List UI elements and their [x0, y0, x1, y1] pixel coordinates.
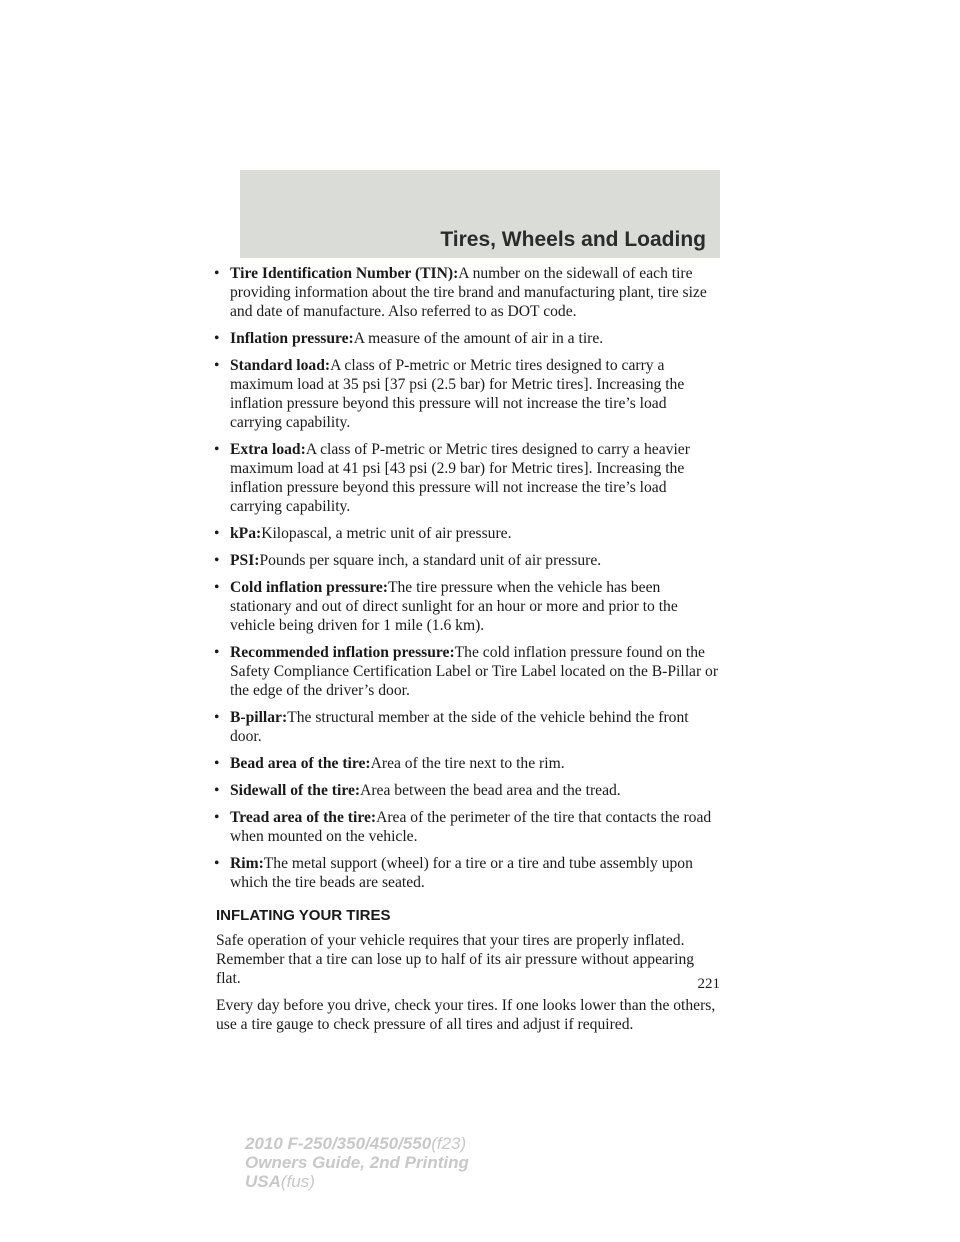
footer-line-model [245, 1134, 469, 1153]
definition-item-recommended-inflation-pressure [214, 643, 722, 700]
definition-term: Tire Identification Number (TIN): [230, 265, 459, 282]
definition-term: B-pillar: [230, 709, 288, 726]
definition-term: Bead area of the tire: [230, 755, 371, 772]
definition-item-psi [214, 551, 722, 570]
definition-item-standard-load [214, 356, 722, 432]
bullet-glyph: • [214, 809, 220, 826]
definition-term: Recommended inflation pressure: [230, 644, 455, 661]
definition-item-kpa [214, 524, 722, 543]
document-footer [245, 1134, 469, 1191]
bullet-glyph: • [214, 579, 220, 596]
definition-text: Pounds per square inch, a standard unit of air pressure. [259, 552, 602, 569]
bullet-glyph: • [214, 755, 220, 772]
section-heading: INFLATING YOUR TIRES [216, 907, 391, 924]
footer-line-edition: Owners Guide, 2nd Printing [245, 1153, 469, 1172]
definition-text: The metal support (wheel) for a tire or a tire and tube assembly upon which the tire beads are seated. [230, 855, 693, 891]
page-content [214, 264, 722, 1042]
footer-region: USA [245, 1172, 281, 1191]
definition-term: Inflation pressure: [230, 330, 354, 347]
definition-item-b-pillar [214, 708, 722, 746]
definition-term: kPa: [230, 525, 262, 542]
footer-line-region [245, 1172, 469, 1191]
body-paragraph: Every day before you drive, check your tires. If one looks lower than the others, use a tire gauge to check pressure of all tires and adjust if required. [216, 997, 716, 1033]
definition-text: A number on the sidewall of each tire providing information about the tire brand and manufacturing plant, tire size and date of manufacture. Also referred to as DOT code. [230, 265, 707, 320]
definition-term: Cold inflation pressure: [230, 579, 388, 596]
bullet-glyph: • [214, 330, 220, 347]
definition-text: The structural member at the side of the vehicle behind the front door. [230, 709, 689, 745]
bullet-glyph: • [214, 644, 220, 661]
definition-text: A class of P-metric or Metric tires designed to carry a maximum load at 35 psi [37 psi (2.5 bar) for Metric tires]. Increasing the inflation pressure beyond this pressure will not increase the tire’s load carrying capability. [230, 357, 685, 431]
footer-region-code: (fus) [280, 1172, 315, 1191]
definition-item-inflation-pressure [214, 329, 722, 348]
section-title: Tires, Wheels and Loading [440, 228, 706, 251]
definition-item-rim [214, 854, 722, 892]
bullet-glyph: • [214, 782, 220, 799]
bullet-glyph: • [214, 441, 220, 458]
bullet-glyph: • [214, 709, 220, 726]
definition-term: Tread area of the tire: [230, 809, 377, 826]
bullet-glyph: • [214, 265, 220, 282]
definition-item-cold-inflation-pressure [214, 578, 722, 635]
definition-text: The cold inflation pressure found on the Safety Compliance Certification Label or Tire Label located on the B-Pillar or the edge of the driver’s door. [230, 644, 719, 699]
definition-term: Standard load: [230, 357, 331, 374]
page-number: 221 [697, 976, 720, 992]
definition-text: Kilopascal, a metric unit of air pressure. [261, 525, 512, 542]
definition-text: Area of the perimeter of the tire that contacts the road when mounted on the vehicle. [230, 809, 712, 845]
bullet-glyph: • [214, 855, 220, 872]
definition-text: Area between the bead area and the tread. [360, 782, 621, 799]
definition-list [214, 264, 722, 892]
definition-term: Extra load: [230, 441, 306, 458]
definition-text: A class of P-metric or Metric tires designed to carry a heavier maximum load at 41 psi [43 psi (2.9 bar) for Metric tires]. Increasing the inflation pressure beyond this pressure will not increase the tire’s load carrying capability. [230, 441, 690, 515]
definition-text: A measure of the amount of air in a tire. [353, 330, 604, 347]
definition-item-sidewall [214, 781, 722, 800]
definition-term: Rim: [230, 855, 264, 872]
definition-text: The tire pressure when the vehicle has been stationary and out of direct sunlight for an hour or more and prior to the vehicle being driven for 1 mile (1.6 km). [230, 579, 678, 634]
definition-text: Area of the tire next to the rim. [370, 755, 565, 772]
definition-item-bead-area [214, 754, 722, 773]
footer-model-code: (f23) [431, 1134, 467, 1153]
definition-term: PSI: [230, 552, 260, 569]
definition-item-extra-load [214, 440, 722, 516]
footer-model: 2010 F-250/350/450/550 [245, 1134, 432, 1153]
bullet-glyph: • [214, 552, 220, 569]
definition-item-tread-area [214, 808, 722, 846]
body-paragraph: Safe operation of your vehicle requires that your tires are properly inflated. Remember that a tire can lose up to half of its air pressure without appearing flat. [216, 932, 695, 987]
bullet-glyph: • [214, 357, 220, 374]
definition-term: Sidewall of the tire: [230, 782, 361, 799]
section-header-band [240, 170, 720, 258]
definition-item-tin [214, 264, 722, 321]
bullet-glyph: • [214, 525, 220, 542]
